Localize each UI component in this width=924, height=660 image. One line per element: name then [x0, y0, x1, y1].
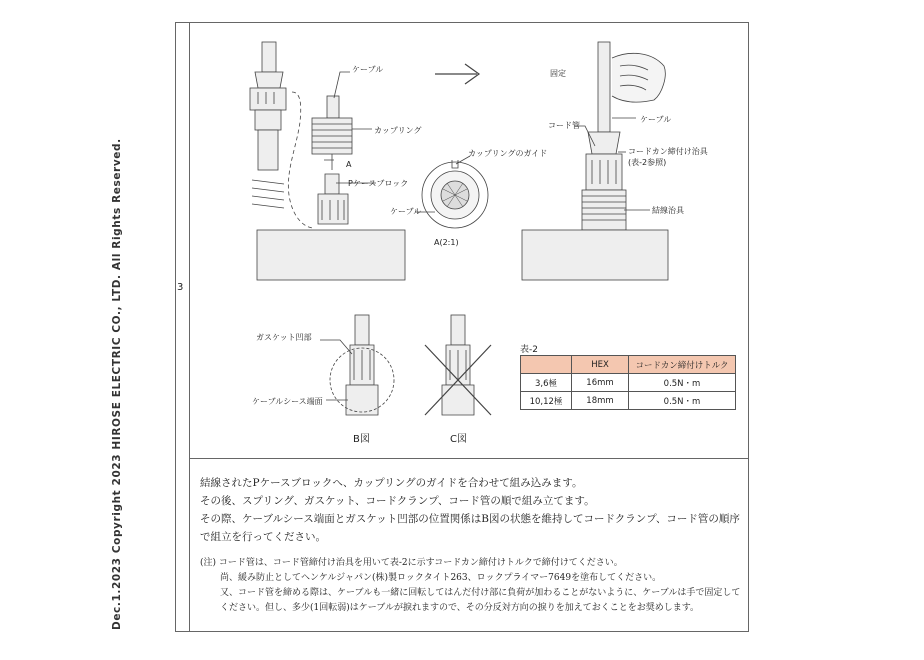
label-a-marker: A [346, 160, 352, 169]
label-p-case-block: Pケースブロック [348, 179, 409, 188]
label-fig-c: C図 [450, 434, 467, 445]
copyright-notice: Dec.1.2023 Copyright 2023 HIROSE ELECTRIC CO., LTD. All Rights Reserved. [111, 138, 123, 630]
table-cell: 16mm [572, 374, 629, 392]
instruction-paragraph: その後、スプリング、ガスケット、コードクランプ、コード管の順で組み立てます。 [200, 495, 595, 507]
label-tool: コードカン締付け治具 [628, 147, 708, 156]
label-cable-3: ケーブル [640, 115, 672, 124]
label-coupling: カップリング [374, 126, 422, 135]
note-line: 又、コード管を締める際は、ケーブルも一緒に回転してはんだ付け部に負荷が加わることがないように、ケーブルは手で固定してください。但し、多少(1回転弱)はケーブルが捩れますので、その分反対方向の捩りを加えておくことをお奨めします。 [220, 588, 741, 613]
base-block-right [522, 230, 668, 280]
cord-pipe [586, 154, 622, 190]
table-row [521, 374, 736, 392]
table-caption: 表-2 [520, 345, 538, 355]
table-header-row [521, 356, 736, 374]
label-sheath-end: ケーブルシース端面 [252, 397, 323, 406]
table-cell: 0.5N・m [629, 392, 736, 410]
table-row [521, 392, 736, 410]
label-cord-pipe: コード管 [548, 121, 580, 130]
table-cell: 0.5N・m [629, 374, 736, 392]
table-header-cell [521, 356, 572, 374]
hand [612, 53, 665, 102]
note-line: (注) コード管は、コード管締付け治具を用いて表-2に示すコードカン締付けトルクで締付けてください。 [200, 558, 623, 568]
label-cable: ケーブル [352, 65, 384, 74]
torque-table [520, 355, 736, 410]
label-fixed: 固定 [550, 69, 566, 78]
notes [200, 556, 745, 616]
instructions [200, 474, 745, 616]
label-gasket-recess: ガスケット凹部 [256, 333, 312, 342]
instruction-paragraph: 結線されたPケースブロックへ、カップリングのガイドを合わせて組み込みます。 [200, 477, 583, 489]
label-coupling-guide: カップリングのガイド [468, 149, 548, 158]
label-wiring-jig: 結線治具 [652, 206, 684, 215]
base-block-left [257, 230, 405, 280]
table-cell: 10,12極 [521, 392, 572, 410]
p-case-block [318, 194, 348, 224]
table-header-cell: HEX [572, 356, 629, 374]
label-tool-ref: (表-2参照) [628, 158, 667, 167]
table-header-cell: コードカン締付けトルク [629, 356, 736, 374]
table-cell: 3,6極 [521, 374, 572, 392]
instruction-paragraph: その際、ケーブルシース端面とガスケット凹部の位置関係はB図の状態を維持してコードクランプ、コード管の順序で組立を行ってください。 [200, 513, 740, 543]
step-number: 3 [177, 282, 184, 293]
label-fig-b: B図 [353, 434, 370, 445]
cable-top-left [262, 42, 276, 72]
table-cell: 18mm [572, 392, 629, 410]
label-cable-2: ケーブル [390, 207, 422, 216]
note-line: 尚、緩み防止としてヘンケルジャパン(株)製ロックタイト263、ロックプライマー7649を塗布してください。 [220, 573, 662, 583]
label-a-scale: A(2:1) [434, 238, 459, 247]
